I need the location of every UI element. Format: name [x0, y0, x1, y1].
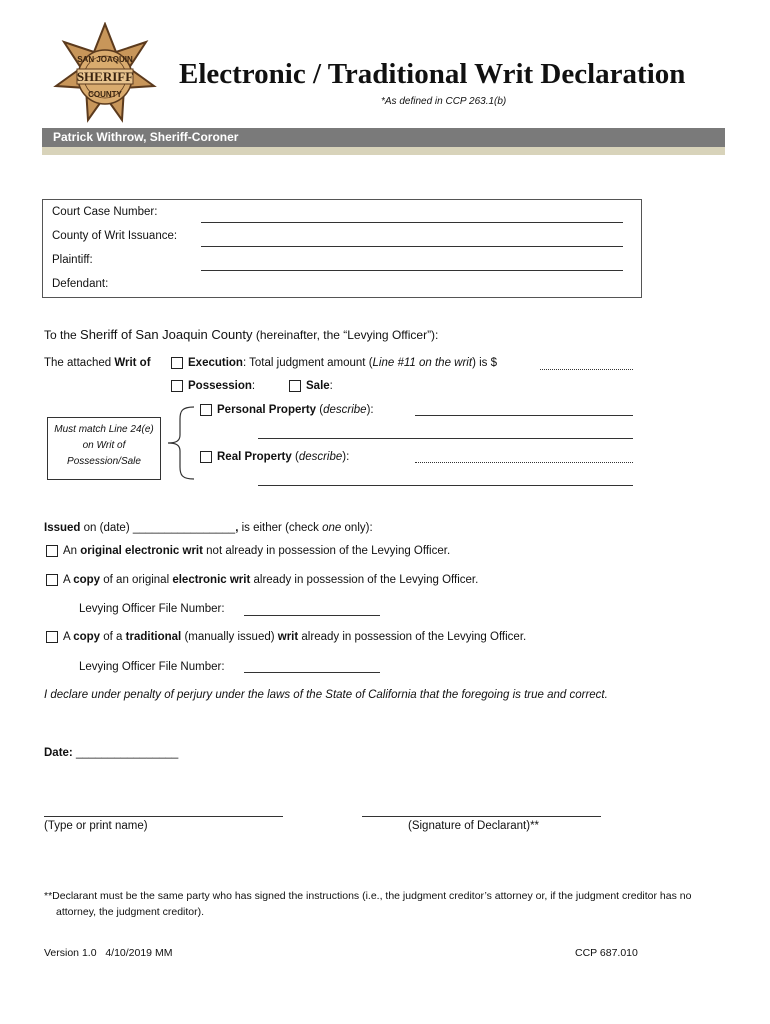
badge-bottom-text: COUNTY [88, 90, 122, 99]
intro-line [44, 327, 438, 342]
date-label: Date: [44, 747, 73, 759]
real-property-field-2[interactable] [258, 485, 633, 486]
opt2-suffix: already in possession of the Levying Officer. [250, 574, 479, 586]
opt3-bold3: writ [277, 631, 299, 643]
option-1-text [63, 545, 450, 557]
opt3-bold2: traditional [125, 631, 182, 643]
page-title: Electronic / Traditional Writ Declaration [179, 58, 686, 90]
print-name-caption: (Type or print name) [44, 820, 148, 832]
issued-on-date: on (date) ________________ [80, 522, 236, 534]
page-subtitle: *As defined in CCP 263.1(b) [381, 96, 507, 107]
footer-version [44, 947, 172, 959]
personal-property-checkbox[interactable] [200, 404, 212, 416]
rp-describe-open: ( [291, 451, 299, 463]
banner-text: Patrick Withrow, Sheriff-Coroner [53, 130, 239, 144]
sale-label: Sale [306, 380, 330, 392]
defendant-label: Defendant: [52, 278, 109, 290]
signature-field[interactable] [362, 816, 601, 817]
intro-sheriff: Sheriff of San Joaquin County [80, 327, 253, 342]
sale-text [306, 380, 333, 392]
court-case-number-label: Court Case Number: [52, 206, 158, 218]
issued-either-suffix: only): [341, 522, 373, 534]
copy-traditional-writ-checkbox[interactable] [46, 631, 58, 643]
execution-italic: Line #11 on the writ [372, 357, 473, 369]
file-number-field-2[interactable] [244, 672, 380, 673]
opt3-prefix: A [63, 631, 74, 643]
banner-stripe [42, 147, 725, 155]
print-name-field[interactable] [44, 816, 283, 817]
plaintiff-field[interactable] [201, 270, 623, 271]
issued-comma: , [235, 522, 239, 534]
opt3-mid1: of a [100, 631, 126, 643]
copy-electronic-writ-checkbox[interactable] [46, 574, 58, 586]
intro-suffix: (hereinafter, the “Levying Officer”): [252, 328, 439, 342]
option-2-text [63, 574, 478, 586]
signature-caption: (Signature of Declarant)** [408, 820, 540, 832]
file-number-field-1[interactable] [244, 615, 380, 616]
possession-text [188, 380, 255, 392]
opt2-bold1: copy [73, 574, 101, 586]
option-3-text [63, 631, 526, 643]
opt3-mid2: (manually issued) [181, 631, 278, 643]
attached-prefix: The attached [44, 357, 115, 369]
personal-property-field-2[interactable] [258, 438, 633, 439]
version-date: 4/10/2019 MM [105, 947, 173, 959]
attached-writ-label [44, 357, 151, 369]
date-blank: ________________ [72, 747, 179, 759]
must-match-note-box [47, 417, 161, 480]
issued-either-prefix: is either (check [238, 522, 323, 534]
real-property-field-1[interactable] [415, 462, 633, 463]
opt2-mid: of an original [100, 574, 173, 586]
possession-checkbox[interactable] [171, 380, 183, 392]
pp-describe: describe [323, 404, 367, 416]
sale-checkbox[interactable] [289, 380, 301, 392]
footnote: **Declarant must be the same party who has signed the instructions (i.e., the judgment creditor’s attorney or, if the judgment creditor has no attorney, the judgment creditor). [44, 890, 692, 918]
attached-bold: Writ of [114, 357, 151, 369]
real-property-label: Real Property [217, 451, 292, 463]
intro-prefix: To the [44, 328, 81, 342]
plaintiff-label: Plaintiff: [52, 254, 93, 266]
file-number-label-2: Levying Officer File Number: [79, 661, 225, 673]
rp-describe-close: ): [342, 451, 350, 463]
rp-describe: describe [298, 451, 343, 463]
real-property-text [217, 451, 349, 463]
execution-checkbox[interactable] [171, 357, 183, 369]
file-number-label-1: Levying Officer File Number: [79, 603, 225, 615]
opt3-bold1: copy [73, 631, 101, 643]
must-match-note: Must match Line 24(e) on Writ of Possession/Sale [54, 424, 154, 467]
possession-label: Possession [188, 380, 252, 392]
footer-code: CCP 687.010 [575, 947, 638, 959]
opt1-bold: original electronic writ [80, 545, 203, 557]
opt2-prefix: A [63, 574, 74, 586]
badge-center-text: SHERIFF [76, 69, 134, 84]
personal-property-text [217, 404, 374, 416]
date-line [44, 747, 178, 759]
execution-rest-1: : Total judgment amount ( [242, 357, 373, 369]
pp-describe-open: ( [316, 404, 324, 416]
badge-top-text: SAN JOAQUIN [77, 55, 133, 64]
real-property-checkbox[interactable] [200, 451, 212, 463]
issued-one: one [322, 522, 342, 534]
opt1-suffix: not already in possession of the Levying Officer. [202, 545, 451, 557]
pp-describe-close: ): [366, 404, 374, 416]
sheriff-badge-logo [52, 22, 158, 124]
sale-colon: : [329, 380, 333, 392]
judgment-amount-field[interactable] [540, 369, 633, 370]
personal-property-label: Personal Property [217, 404, 317, 416]
possession-colon: : [251, 380, 256, 392]
opt3-suffix: already in possession of the Levying Officer. [298, 631, 527, 643]
version-text: Version 1.0 [44, 947, 97, 959]
county-label: County of Writ Issuance: [52, 230, 178, 242]
personal-property-field-1[interactable] [415, 415, 633, 416]
issued-line [44, 522, 373, 534]
opt2-bold2: electronic writ [172, 574, 251, 586]
issued-label: Issued [44, 522, 81, 534]
county-field[interactable] [201, 246, 623, 247]
brace-icon [162, 405, 196, 481]
opt1-prefix: An [63, 545, 81, 557]
execution-text [188, 357, 497, 369]
execution-rest-2: ) is $ [472, 357, 497, 369]
perjury-declaration: I declare under penalty of perjury under the laws of the State of California that the foregoing is true and correct. [44, 689, 608, 701]
court-case-number-field[interactable] [201, 222, 623, 223]
execution-label: Execution [188, 357, 243, 369]
original-electronic-writ-checkbox[interactable] [46, 545, 58, 557]
